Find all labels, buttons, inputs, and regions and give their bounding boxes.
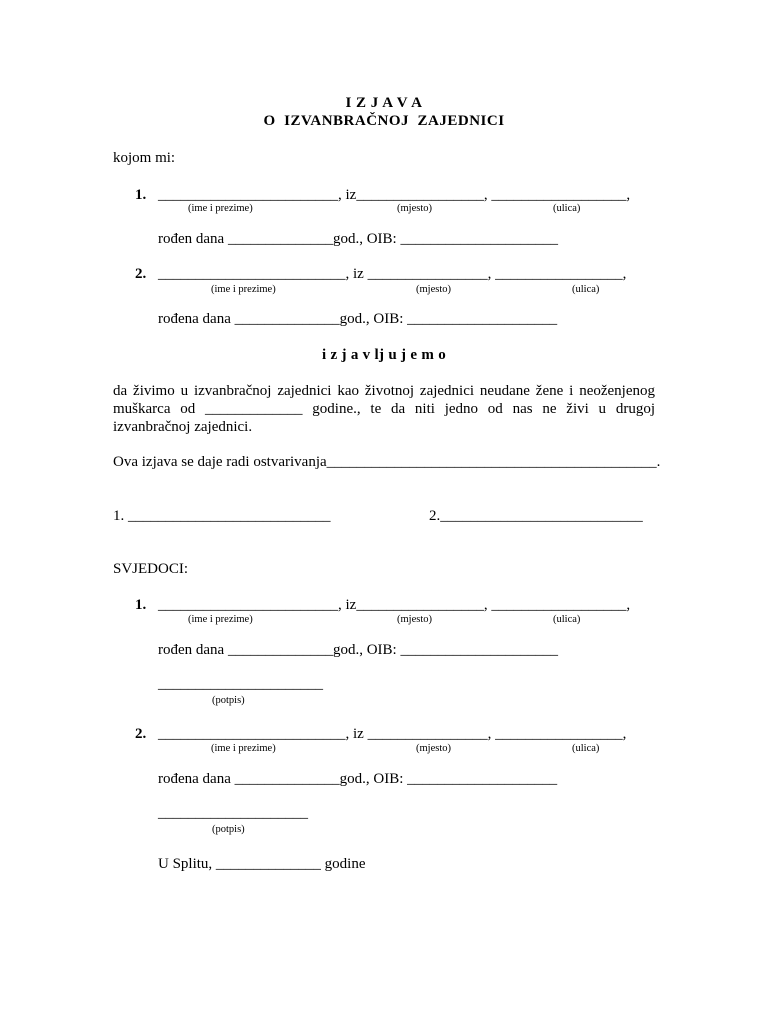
witness1-label-name: (ime i prezime) <box>188 614 253 625</box>
person2-birth-line: rođena dana ______________god., OIB: ____________________ <box>158 311 558 327</box>
person1-birth-line: rođen dana ______________god., OIB: _____________________ <box>158 231 558 247</box>
document-title: I Z J A V A <box>345 95 423 111</box>
purpose-line: Ova izjava se daje radi ostvarivanja____________________________________________. <box>113 454 661 470</box>
witness1-birth-line: rođen dana ______________god., OIB: _____________________ <box>158 642 558 658</box>
witness1-label-street: (ulica) <box>553 614 581 625</box>
person1-fill-line: ________________________, iz_________________, __________________, <box>158 187 631 203</box>
person1-label-place: (mjesto) <box>397 203 432 214</box>
signature-1-line: 1. ___________________________ <box>113 508 331 524</box>
witness2-fill-line: _________________________, iz ________________, _________________, <box>158 726 627 742</box>
declare-heading: i z j a v lj u j e m o <box>321 347 447 363</box>
document-subtitle: O IZVANBRAČNOJ ZAJEDNICI <box>263 113 505 129</box>
person1-label-name: (ime i prezime) <box>188 203 253 214</box>
witness2-label-place: (mjesto) <box>416 743 451 754</box>
person2-number: 2. <box>135 266 147 282</box>
place-date-line: U Splitu, ______________ godine <box>158 856 366 872</box>
witnesses-heading: SVJEDOCI: <box>113 561 189 577</box>
witness2-signature-label: (potpis) <box>212 824 245 835</box>
person2-label-name: (ime i prezime) <box>211 284 276 295</box>
witness2-signature-line: ____________________ <box>158 805 308 821</box>
intro-text: kojom mi: <box>113 150 176 166</box>
witness1-signature-label: (potpis) <box>212 695 245 706</box>
person2-label-street: (ulica) <box>572 284 600 295</box>
person1-label-street: (ulica) <box>553 203 581 214</box>
witness1-number: 1. <box>135 597 147 613</box>
witness1-signature-line: ______________________ <box>158 676 323 692</box>
signature-2-line: 2.___________________________ <box>429 508 643 524</box>
person2-fill-line: _________________________, iz ________________, _________________, <box>158 266 627 282</box>
witness2-label-name: (ime i prezime) <box>211 743 276 754</box>
person1-number: 1. <box>135 187 147 203</box>
witness1-fill-line: ________________________, iz_________________, __________________, <box>158 597 631 613</box>
witness1-label-place: (mjesto) <box>397 614 432 625</box>
witness2-birth-line: rođena dana ______________god., OIB: ____________________ <box>158 771 558 787</box>
person2-label-place: (mjesto) <box>416 284 451 295</box>
witness2-number: 2. <box>135 726 147 742</box>
declaration-paragraph: da živimo u izvanbračnoj zajednici kao životnoj zajednici neudane žene i neoženjenog muškarca od _____________ godine., te da niti jedno od nas ne živi u drugoj izvanbračnoj zajednici. <box>113 383 655 435</box>
witness2-label-street: (ulica) <box>572 743 600 754</box>
